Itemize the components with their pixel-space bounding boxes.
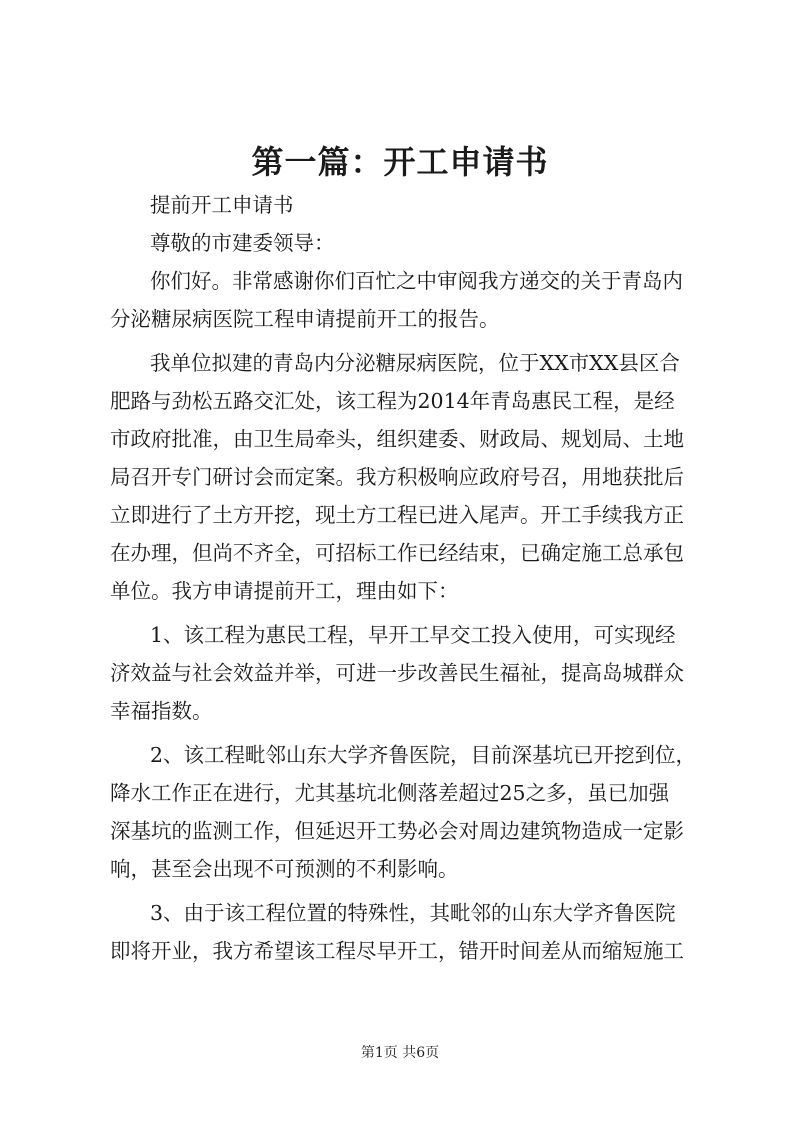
text-line: 幸福指数。 [110,699,213,723]
text-line: 3、由于该工程位置的特殊性，其毗邻的山东大学齐鲁医院 [150,901,676,925]
text-line: 在办理，但尚不齐全，可招标工作已经结束，已确定施工总承包 [110,541,684,565]
text-line: 我单位拟建的青岛内分泌糖尿病医院，位于XX市XX县区合 [150,351,680,375]
text-line: 单位。我方申请提前开工，理由如下： [110,579,459,603]
text-line: 分泌糖尿病医院工程申请提前开工的报告。 [110,307,500,331]
text-line: 尊敬的市建委领导： [150,231,335,255]
text-line: 济效益与社会效益并举，可进一步改善民生福祉，提高岛城群众 [110,661,684,685]
text-line: 降水工作正在进行，尤其基坑北侧落差超过25之多，虽已加强 [110,781,670,805]
text-line: 即将开业，我方希望该工程尽早开工，错开时间差从而缩短施工 [110,939,684,963]
text-line: 2、该工程毗邻山东大学齐鲁医院，目前深基坑已开挖到位， [150,743,697,767]
text-line: 深基坑的监测工作，但延迟开工势必会对周边建筑物造成一定影 [110,819,684,843]
page-title: 第一篇：开工申请书 [251,143,549,181]
text-line: 提前开工申请书 [150,193,294,217]
text-line: 响，甚至会出现不可预测的不利影响。 [110,857,459,881]
document-body [110,186,700,970]
text-line: 局召开专门研讨会而定案。我方积极响应政府号召，用地获批后 [110,465,684,489]
text-line: 1、该工程为惠民工程，早开工早交工投入使用，可实现经 [150,623,676,647]
text-line: 市政府批准，由卫生局牵头，组织建委、财政局、规划局、土地 [110,427,684,451]
text-line: 肥路与劲松五路交汇处，该工程为2014年青岛惠民工程，是经 [110,389,675,413]
page-footer: 第1页 共6页 [360,1045,440,1061]
text-line: 立即进行了土方开挖，现土方工程已进入尾声。开工手续我方正 [110,503,684,527]
text-line: 你们好。非常感谢你们百忙之中审阅我方递交的关于青岛内 [150,269,683,293]
